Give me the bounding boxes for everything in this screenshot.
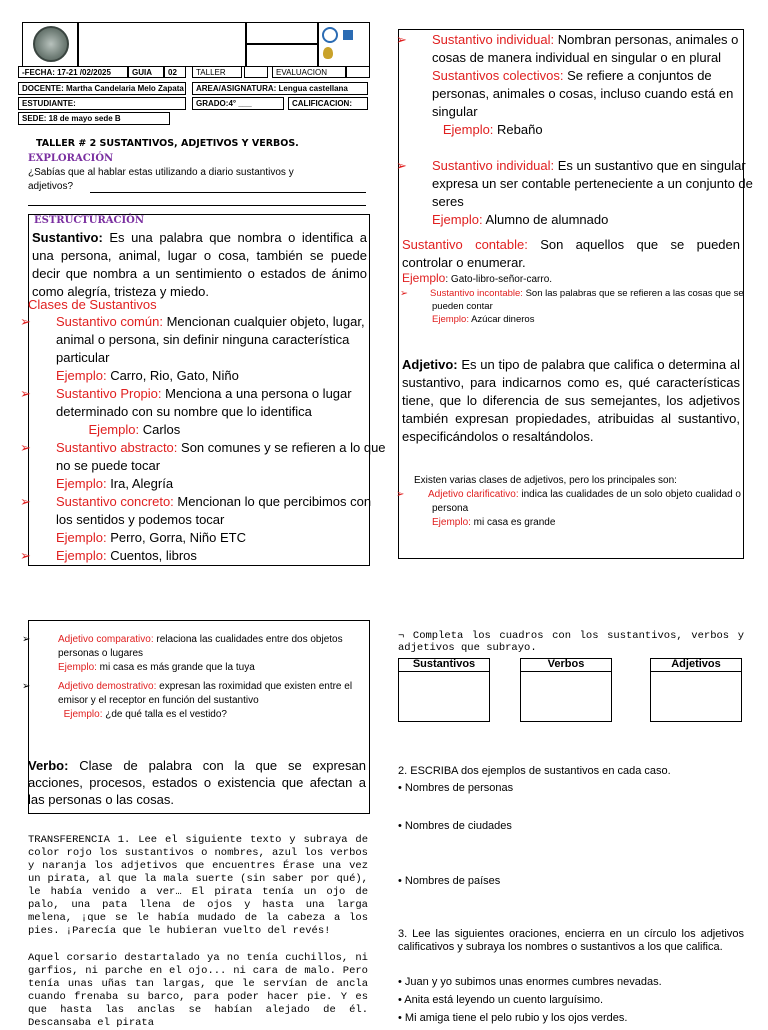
comun-ej-label: Ejemplo:	[56, 368, 107, 383]
arrow-icon: ➢	[396, 158, 407, 173]
contable-term: Sustantivo contable:	[402, 237, 528, 252]
colectivos-term: Sustantivos colectivos:	[432, 68, 564, 83]
clases-sustantivos-title: Clases de Sustantivos	[28, 297, 157, 312]
indiv2-ej-label: Ejemplo:	[432, 212, 483, 227]
arrow-icon: ➢	[22, 681, 31, 692]
abstracto-ej-label: Ejemplo:	[56, 476, 107, 491]
answer-line-1[interactable]	[90, 192, 366, 193]
header-verbos: Verbos	[520, 658, 612, 672]
list-item-propio	[20, 385, 390, 439]
list-item-concreto	[20, 493, 390, 547]
comun-ej: Carro, Rio, Gato, Niño	[106, 368, 239, 383]
comun-def: Mencionan cualquier objeto, lugar, animal o persona, sin definir ninguna característica particular	[56, 314, 365, 365]
estructuracion-heading: ESTRUCTURACIÒN	[34, 215, 144, 226]
header-adjetivos: Adjetivos	[650, 658, 742, 672]
completa-instruction: ¬ Completa los cuadros con los sustantivos, verbos y adjetivos que subrayo.	[398, 630, 744, 654]
incontable-ej-label: Ejemplo:	[432, 314, 469, 325]
estudiante-cell[interactable]: ESTUDIANTE:	[18, 97, 186, 110]
abstracto-term: Sustantivo abstracto:	[56, 440, 178, 455]
comparativo-term: Adjetivo comparativo:	[58, 634, 154, 645]
sentence-1: • Juan y yo subimos unas enormes cumbres nevadas.	[398, 976, 662, 988]
incontable-term: Sustantivo incontable:	[430, 288, 523, 299]
header-blank-mid2	[246, 44, 318, 67]
indiv2-term: Sustantivo individual:	[432, 158, 555, 173]
concreto-ej: Perro, Gorra, Niño ETC	[106, 530, 247, 545]
propio-ej-label: Ejemplo:	[88, 422, 140, 437]
comparativo-ej-label: Ejemplo:	[58, 662, 97, 673]
demostrativo-term: Adjetivo demostrativo:	[58, 681, 157, 692]
sustantivo-definition	[32, 229, 367, 301]
sentence-3: • Mi amiga tiene el pelo rubio y los ojos verdes.	[398, 1012, 628, 1024]
grado-cell[interactable]: GRADO:4° ___	[192, 97, 284, 110]
arrow-icon: ➢	[20, 314, 31, 329]
book-logo-icon	[343, 30, 353, 40]
evaluacion-cell: EVALUACION	[272, 66, 346, 78]
sentence-2: • Anita está leyendo un cuento larguísimo.	[398, 994, 604, 1006]
contable-def: Son aquellos que se pueden controlar o enumerar.	[402, 237, 740, 270]
list-item-incontable	[402, 287, 768, 326]
list-item-individual-2	[396, 157, 762, 229]
bullet-personas: • Nombres de personas	[398, 782, 514, 794]
school-seal-icon	[33, 26, 69, 62]
verbo-paragraph	[28, 757, 366, 808]
transferencia-paragraph: TRANSFERENCIA 1. Lee el siguiente texto y subraya de color rojo los sustantivos o nombres, azul los verbos y naranja los adjetivos que encuentres Érase una vez un pirata, al que la mala suerte (sin saber por qué), le había venido a ver… El pirata tenía un ojo de palo, una pata llena de ojos y hasta una larga melena, ¡que se le había mudado de la cabeza a los pies. ¡Parecía que le hubieran vuelto del revés!	[28, 834, 368, 937]
verbo-def: Clase de palabra con la que se expresan acciones, procesos, estados o existencia que afectan a las personas o las cosas.	[28, 758, 366, 807]
question-2: 2. ESCRIBA dos ejemplos de sustantivos en cada caso.	[398, 765, 671, 777]
contable-ej-label: Ejemplo	[402, 271, 446, 285]
header-blank-wide	[78, 22, 246, 67]
arrow-icon: ➢	[396, 32, 407, 47]
concreto-def: Mencionan lo que percibimos con los sentidos y podemos tocar	[56, 494, 372, 527]
demostrativo-def: expresan las roximidad que existen entre el emisor y el receptor en función del sustantivo	[58, 681, 353, 706]
flame-logo-icon	[323, 47, 333, 59]
docente-cell: DOCENTE: Martha Candelaria Melo Zapata	[18, 82, 186, 95]
extra-ej-label: Ejemplo:	[56, 548, 107, 563]
list-item-demostrativo	[22, 680, 384, 722]
header-blank-mid	[246, 22, 318, 44]
sustantivo-term: Sustantivo:	[32, 230, 103, 245]
sustantivo-def: Es una palabra que nombra o identifica a una persona, animal, lugar o cosa, también se puede decir que nombra a un sentimiento o estados de ánimo como alegría, tristeza y miedo.	[32, 230, 367, 299]
taller-title: TALLER # 2 SUSTANTIVOS, ADJETIVOS Y VERBOS.	[36, 138, 299, 149]
header-sustantivos: Sustantivos	[398, 658, 490, 672]
comparativo-ej: mi casa es más grande que la tuya	[96, 662, 255, 673]
indiv1-def: Nombran personas, animales o cosas de manera individual en singular o en plural	[432, 32, 739, 65]
contable-ej: : Gato-libro-señor-carro.	[445, 274, 553, 285]
clarificativo-ej-label: Ejemplo:	[432, 517, 471, 528]
arrow-icon: ➢	[396, 489, 405, 500]
list-item-clarificativo	[396, 488, 768, 530]
indiv2-ej: Alumno de alumnado	[482, 212, 609, 227]
arrow-icon: ➢	[20, 548, 31, 563]
comun-term: Sustantivo común:	[56, 314, 163, 329]
adjetivo-paragraph	[402, 356, 740, 446]
abstracto-def: Son comunes y se refieren a lo que no se puede tocar	[56, 440, 386, 473]
calificacion-cell[interactable]: CALIFICACION:	[288, 97, 368, 110]
question-line-1: ¿Sabías que al hablar estas utilizando a diario sustantivos y	[28, 167, 294, 178]
concreto-ej-label: Ejemplo:	[56, 530, 107, 545]
incontable-ej: Azúcar dineros	[468, 314, 535, 325]
contable-example	[402, 271, 552, 287]
abstracto-ej: Ira, Alegría	[106, 476, 174, 491]
propio-term: Sustantivo Propio:	[56, 386, 162, 401]
guia-num-cell: 02	[164, 66, 186, 78]
extra-ej: Cuentos, libros	[106, 548, 197, 563]
answer-line-2[interactable]	[28, 205, 366, 206]
propio-ej: Carlos	[139, 422, 181, 437]
indiv1-term: Sustantivo individual:	[432, 32, 555, 47]
bullet-paises: • Nombres de países	[398, 875, 501, 887]
exploracion-heading: EXPLORACIÓN	[28, 153, 114, 164]
arrow-icon: ➢	[20, 494, 31, 509]
demostrativo-ej: ¿de qué talla es el vestido?	[102, 709, 227, 720]
list-item-extra	[20, 547, 390, 565]
list-item-individual-1	[396, 31, 762, 139]
comparativo-def: relaciona las cualidades entre dos objetos personas o lugares	[58, 634, 343, 659]
colectivos-def: Se refiere a conjuntos de personas, animales o cosas, incluso cuando está en singular	[432, 68, 734, 119]
question-line-2	[28, 180, 73, 194]
propio-def: Menciona a una persona o lugar determinado con su nombre que lo identifica	[56, 386, 352, 419]
arrow-icon: ➢	[20, 440, 31, 455]
question-3: 3. Lee las siguientes oraciones, encierra en un círculo los adjetivos calificativos y subraya los nombres o sustantivos a los que califica.	[398, 928, 744, 953]
adjetivo-def: Es un tipo de palabra que califica o determina al sustantivo, para indicarnos como es, qué características tiene, que lo diferencia de sus semejantes, los adjetivos también expresan propiedades, atribuidas al sustantivo, especificándolos o resaltándolos.	[402, 357, 740, 444]
verbo-term: Verbo:	[28, 758, 69, 773]
clarificativo-ej: mi casa es grande	[470, 517, 556, 528]
indiv2-def: Es un sustantivo que en singular expresa un ser contable perteneciente a un conjunto de seres	[432, 158, 753, 209]
bullet-ciudades: • Nombres de ciudades	[398, 820, 512, 832]
arrow-icon: ➢	[20, 386, 31, 401]
sede-cell: SEDE: 18 de mayo sede B	[18, 112, 170, 125]
area-cell: AREA/ASIGNATURA: Lengua castellana	[192, 82, 368, 95]
guia-cell: GUIA	[128, 66, 164, 78]
demostrativo-ej-label: Ejemplo:	[63, 709, 103, 720]
adjetivo-term: Adjetivo:	[402, 357, 458, 372]
arrow-icon: ➢	[22, 634, 31, 645]
corsario-paragraph: Aquel corsario destartalado ya no tenía cuchillos, ni garfios, ni parche en el ojo... ni cara de malo. Pero tenía unas uñas tan largas, que le servían de ancla cuando frenaba su barco, para poder hacer pie. Y es que hasta las anclas se habían alejado de él. Descansaba el pirata	[28, 952, 368, 1029]
concreto-term: Sustantivo concreto:	[56, 494, 174, 509]
taller-cell: TALLER	[192, 66, 242, 78]
colectivos-ej: Rebaño	[493, 122, 543, 137]
list-item-abstracto	[20, 439, 390, 493]
arrow-icon: ➢	[400, 288, 408, 299]
fecha-cell: -FECHA: 17-21 /02/2025	[18, 66, 128, 78]
colectivos-ej-label: Ejemplo:	[442, 122, 494, 137]
institution-icons	[322, 26, 366, 44]
contable-paragraph	[402, 236, 740, 272]
evaluacion-blank-cell	[346, 66, 370, 78]
clarificativo-def: indica las cualidades de un solo objeto cualidad o persona	[432, 489, 741, 514]
incontable-def: Son las palabras que se refieren a las cosas que se pueden contar	[432, 288, 744, 312]
question-line-2-text: adjetivos?	[28, 181, 74, 192]
taller-blank-cell	[244, 66, 268, 78]
list-item-comun	[20, 313, 390, 385]
clases-adjetivos-intro: Existen varias clases de adjetivos, pero los principales son:	[414, 475, 677, 486]
circle-logo-icon	[322, 27, 338, 43]
clarificativo-term: Adjetivo clarificativo:	[428, 489, 519, 500]
list-item-comparativo	[22, 633, 384, 675]
